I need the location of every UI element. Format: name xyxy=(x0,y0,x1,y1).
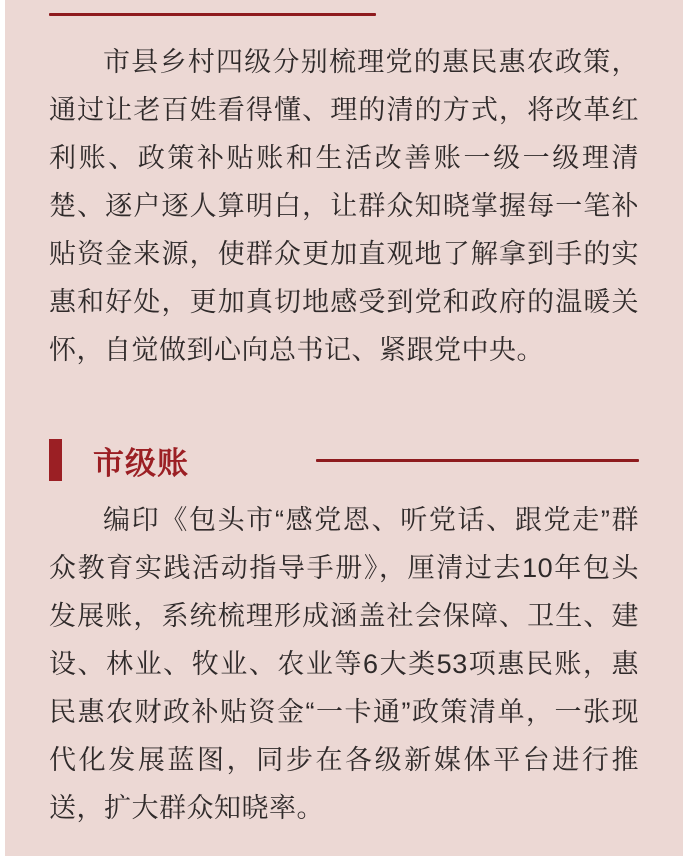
top-divider-rule xyxy=(49,13,376,16)
article-page xyxy=(5,0,683,856)
section-paragraph: 编印《包头市“感党恩、听党话、跟党走”群众教育实践活动指导手册》，厘清过去10年包头发展账，系统梳理形成涵盖社会保障、卫生、建设、林业、牧业、农业等6大类53项惠民账，惠民惠农财政补贴资金“一卡通”政策清单，一张现代化发展蓝图，同步在各级新媒体平台进行推送，扩大群众知晓率。 xyxy=(49,505,639,823)
intro-paragraph: 市县乡村四级分别梳理党的惠民惠农政策，通过让老百姓看得懂、理的清的方式，将改革红利账、政策补贴账和生活改善账一级一级理清楚、逐户逐人算明白，让群众知晓掌握每一笔补贴资金来源，使群众更加直观地了解拿到手的实惠和好处，更加真切地感受到党和政府的温暖关怀，自觉做到心向总书记、紧跟党中央。 xyxy=(49,47,639,365)
article-content xyxy=(5,13,683,832)
section-divider-rule xyxy=(316,459,639,462)
section-title: 市级账 xyxy=(93,445,189,481)
section-header xyxy=(49,438,639,482)
section-accent-bar xyxy=(49,439,62,481)
